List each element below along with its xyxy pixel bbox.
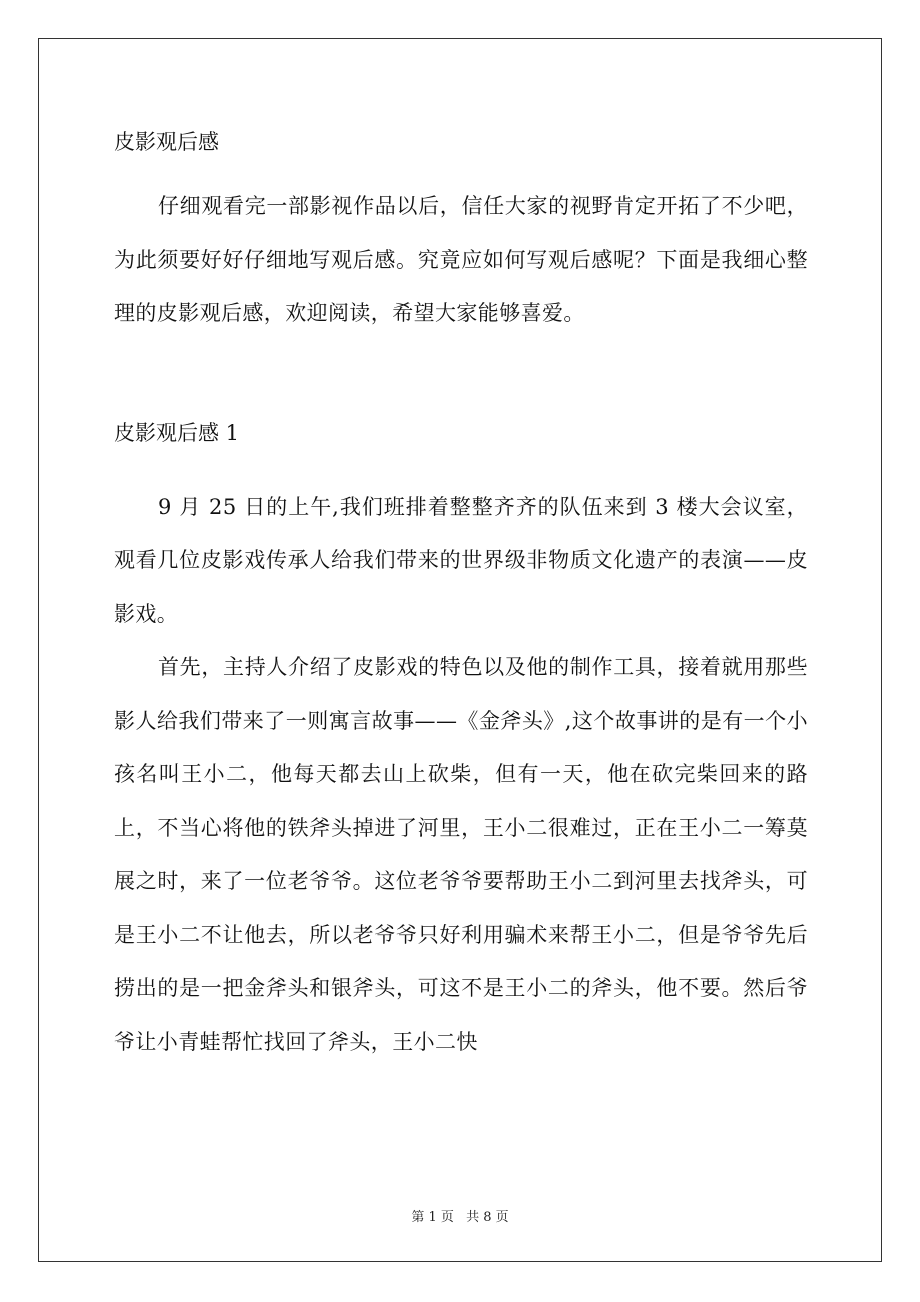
section-title: 皮影观后感 1 — [114, 420, 240, 445]
page-total: 共 8 页 — [466, 1210, 509, 1225]
document-body — [114, 120, 808, 1069]
document-title: 皮影观后感 — [114, 130, 219, 154]
body-paragraph-1: 9 月 25 日的上午,我们班排着整整齐齐的队伍来到 3 楼大会议室，观看几位皮影戏传承人给我们带来的世界级非物质文化遗产的表演——皮影戏。 — [114, 494, 808, 626]
body-paragraph-2: 首先，主持人介绍了皮影戏的特色以及他的制作工具，接着就用那些影人给我们带来了一则寓言故事——《金斧头》,这个故事讲的是有一个小孩名叫王小二，他每天都去山上砍柴，但有一天，他在砍完柴回来的路上，不当心将他的铁斧头掉进了河里，王小二很难过，正在王小二一筹莫展之时，来了一位老爷爷。这位老爷爷要帮助王小二到河里去找斧头，可是王小二不让他去，所以老爷爷只好利用骗术来帮王小二，但是爷爷先后捞出的是一把金斧头和银斧头，可这不是王小二的斧头，他不要。然后爷爷让小青蛙帮忙找回了斧头，王小二快 — [114, 655, 808, 1054]
intro-paragraph: 仔细观看完一部影视作品以后，信任大家的视野肯定开拓了不少吧，为此须要好好仔细地写观后感。究竟应如何写观后感呢？下面是我细心整理的皮影观后感，欢迎阅读，希望大家能够喜爱。 — [114, 194, 808, 325]
page-number: 第 1 页 — [411, 1210, 454, 1225]
page-footer — [0, 1206, 920, 1225]
